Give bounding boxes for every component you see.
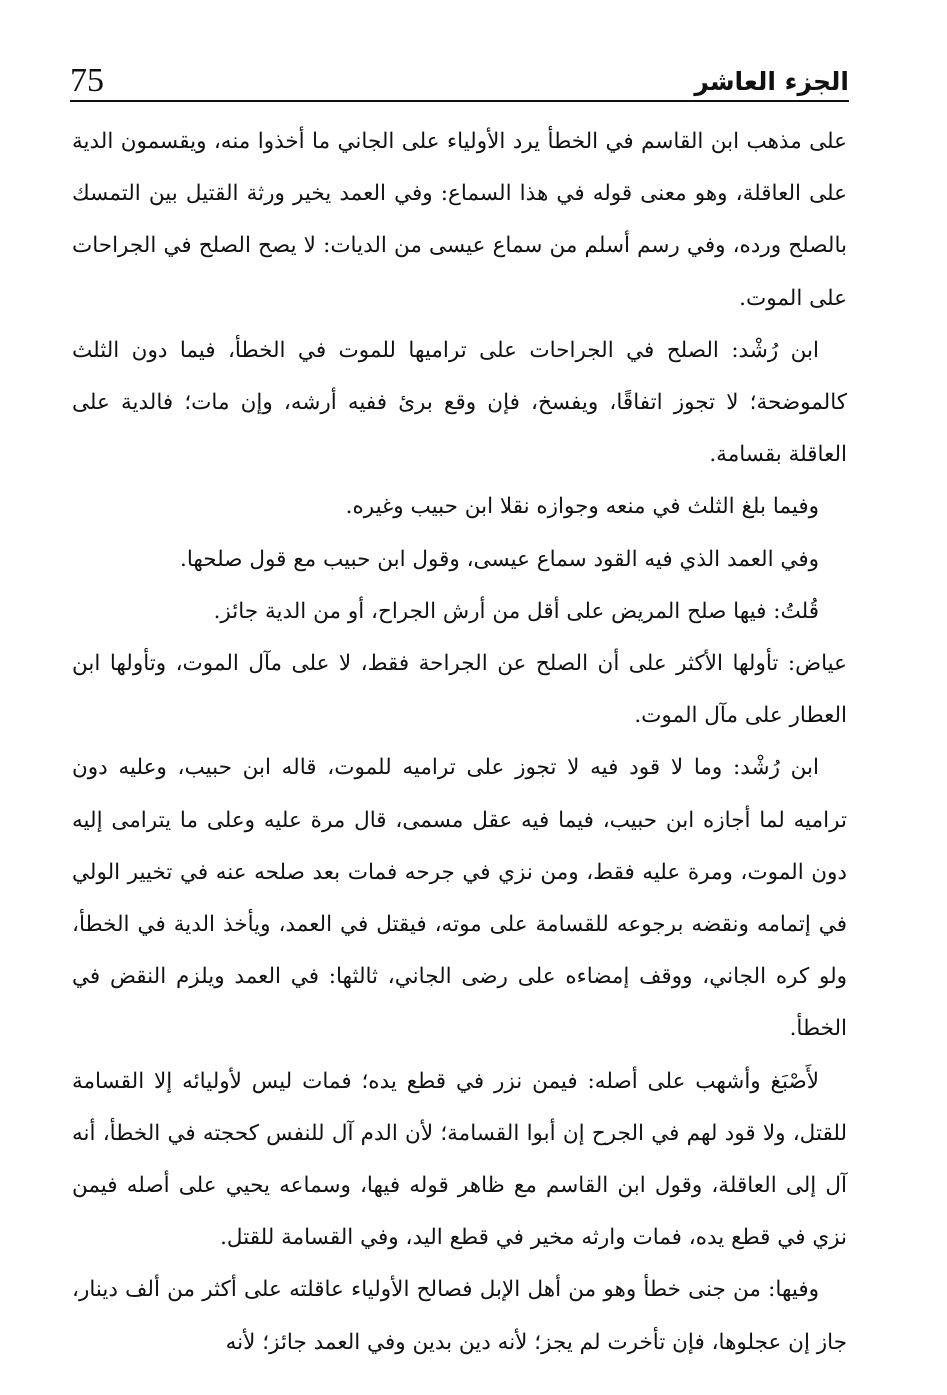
page-number: 75 bbox=[70, 62, 104, 99]
paragraph-1: على مذهب ابن القاسم في الخطأ يرد الأولياء على الجاني ما أخذوا منه، ويقسمون الدية على العاقلة، وهو معنى قوله في هذا السماع: وفي العمد يخير ورثة القتيل بين التمسك بالصلح ورده، وفي رسم أسلم من سماع عيسى من الديات: لا يصح الصلح في الجراحات على الموت. bbox=[72, 129, 847, 311]
page-header bbox=[70, 52, 849, 102]
paragraph-2: ابن رُشْد: الصلح في الجراحات على تراميها للموت في الخطأ، فيما دون الثلث كالموضحة؛ لا تجوز اتفاقًا، ويفسخ، فإن وقع برئ ففيه أرشه، وإن مات؛ فالدية على العاقلة بقسامة. bbox=[72, 337, 847, 468]
paragraph-4: وفي العمد الذي فيه القود سماع عيسى، وقول ابن حبيب مع قول صلحها. bbox=[180, 546, 819, 572]
paragraph-8: لأَصْبَغ وأشهب على أصله: فيمن نزر في قطع يده؛ فمات ليس لأوليائه إلا القسامة للقتل، ولا قود لهم في الجرح إن أبوا القسامة؛ لأن الدم آل للنفس كحجته في الخطأ، أنه آل إلى العاقلة، وقول ابن القاسم مع ظاهر قوله فيها، وسماعه يحيي على أصله فيمن نزي في قطع يده، فمات وارثه مخير في قطع اليد، وفي القسامة للقتل. bbox=[72, 1068, 847, 1251]
running-title: الجزء العاشر bbox=[694, 67, 849, 96]
paragraph-9: وفيها: من جنى خطأ وهو من أهل الإبل فصالح الأولياء عاقلته على أكثر من ألف دينار، جاز إن عجلوها، فإن تأخرت لم يجز؛ لأنه دين بدين وفي العمد جائز؛ لأنه bbox=[72, 1277, 847, 1355]
page-body bbox=[72, 116, 847, 1369]
paragraph-3: وفيما بلغ الثلث في منعه وجوازه نقلا ابن حبيب وغيره. bbox=[345, 494, 819, 520]
paragraph-7: ابن رُشْد: وما لا قود فيه لا تجوز على تراميه للموت، قاله ابن حبيب، وعليه دون تراميه لما أجازه ابن حبيب، فيما فيه عقل مسمى، قال مرة عليه وعلى ما يترامى إليه دون الموت، ومرة عليه فقط، ومن نزي في جرحه فمات بعد صلحه عنه في تخيير الولي في إتمامه ونقضه برجوعه للقسامة على موته، فيقتل في العمد، ويأخذ الدية في الخطأ، ولو كره الجاني، ووقف إمضاءه على رضى الجاني، ثالثها: في العمد ويلزم النقض في الخطأ. bbox=[72, 755, 847, 1042]
paragraph-6: عياض: تأولها الأكثر على أن الصلح عن الجراحة فقط، لا على مآل الموت، وتأولها ابن العطار على مآل الموت. bbox=[72, 651, 847, 729]
paragraph-5: قُلتُ: فيها صلح المريض على أقل من أرش الجراح، أو من الدية جائز. bbox=[213, 598, 819, 624]
